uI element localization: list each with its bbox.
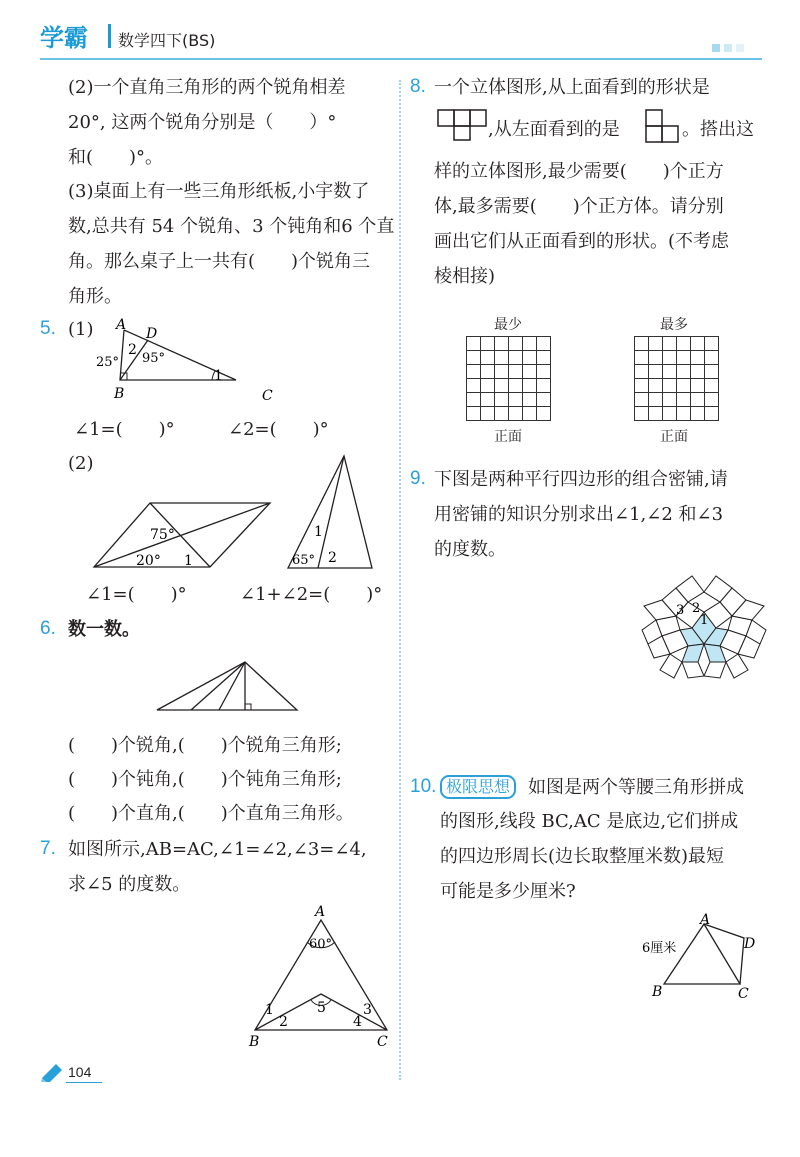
q5-answer-3: ∠1=( )° [86, 584, 187, 605]
grid-cell[interactable] [495, 365, 509, 379]
q10-number: 10. [410, 776, 437, 797]
grid-cell[interactable] [537, 379, 551, 393]
grid-cell[interactable] [663, 379, 677, 393]
q8-line5: 画出它们从正面看到的形状。(不考虑 [434, 231, 730, 252]
angle-2-label: 2 [328, 550, 337, 566]
header-square-2 [724, 44, 732, 52]
grid-cell[interactable] [691, 365, 705, 379]
grid-cell[interactable] [481, 365, 495, 379]
grid-cell[interactable] [495, 337, 509, 351]
q5-figure-2 [90, 495, 275, 575]
grid-cell[interactable] [663, 407, 677, 421]
label-b: B [652, 984, 663, 1000]
angle-1-label: 1 [314, 524, 323, 540]
grid-cell[interactable] [677, 365, 691, 379]
label-c: C [377, 1034, 388, 1050]
grid-cell[interactable] [663, 365, 677, 379]
grid-cell[interactable] [635, 379, 649, 393]
label-a: A [700, 912, 711, 928]
grid-cell[interactable] [537, 337, 551, 351]
q4-2-line3: 和( )°。 [68, 147, 164, 168]
grid-cell[interactable] [705, 351, 719, 365]
grid-cell[interactable] [677, 337, 691, 351]
label-a: A [315, 904, 326, 920]
q6-line3: ( )个直角,( )个直角三角形。 [68, 803, 354, 824]
q10-line2: 的图形,线段 BC,AC 是底边,它们拼成 [440, 811, 739, 832]
grid-cell[interactable] [523, 393, 537, 407]
footer-underline [66, 1082, 102, 1083]
grid-cell[interactable] [663, 393, 677, 407]
label-c: C [738, 986, 749, 1002]
q4-3-line4: 角形。 [68, 286, 122, 307]
angle-75-label: 75° [150, 527, 175, 543]
angle-3-label: 3 [363, 1002, 372, 1018]
q8-line6: 棱相接) [434, 266, 496, 287]
q8-line3: 样的立体图形,最少需要( )个正方 [434, 161, 724, 182]
angle-65-label: 65° [292, 553, 316, 568]
grid-cell[interactable] [635, 351, 649, 365]
q10-line3: 的四边形周长(边长取整厘米数)最短 [440, 846, 725, 867]
grid-cell[interactable] [523, 351, 537, 365]
label-d: D [146, 326, 158, 342]
q9-number: 9. [410, 468, 426, 489]
q4-2-line2: 20°, 这两个锐角分别是（ ）° [68, 112, 337, 133]
grid-cell[interactable] [481, 337, 495, 351]
grid-cell[interactable] [537, 351, 551, 365]
grid-cell[interactable] [509, 365, 523, 379]
grid-cell[interactable] [481, 351, 495, 365]
grid-cell[interactable] [509, 351, 523, 365]
angle-20-label: 20° [136, 553, 161, 569]
pencil-icon [40, 1062, 64, 1082]
grid-front-label-1: 正面 [494, 429, 522, 445]
grid-cell[interactable] [467, 393, 481, 407]
q5-1-label: (1) [68, 319, 94, 340]
grid-cell[interactable] [691, 379, 705, 393]
q5-answer-1: ∠1=( )° [74, 419, 175, 440]
brand-logo: 学霸 [40, 24, 88, 52]
grid-cell[interactable] [705, 407, 719, 421]
grid-cell[interactable] [509, 337, 523, 351]
angle-1-label: 1 [214, 368, 223, 384]
q8-number: 8. [410, 76, 426, 97]
grid-cell[interactable] [635, 407, 649, 421]
label-d: D [744, 936, 756, 952]
grid-cell[interactable] [663, 351, 677, 365]
grid-cell[interactable] [523, 407, 537, 421]
angle-1-label: 1 [265, 1002, 274, 1018]
q9-tessellation-figure [640, 572, 768, 688]
grid-cell[interactable] [649, 407, 663, 421]
grid-cell[interactable] [523, 379, 537, 393]
q7-line1: 如图所示,AB=AC,∠1=∠2,∠3=∠4, [68, 839, 367, 860]
grid-cell[interactable] [523, 337, 537, 351]
q6-figure [155, 658, 300, 714]
grid-cell[interactable] [635, 393, 649, 407]
grid-cell[interactable] [481, 393, 495, 407]
grid-cell[interactable] [481, 407, 495, 421]
grid-cell[interactable] [705, 337, 719, 351]
angle-95-label: 95° [142, 351, 166, 366]
q9-line3: 的度数。 [434, 539, 506, 560]
grid-min-label: 最少 [494, 317, 522, 333]
grid-cell[interactable] [691, 407, 705, 421]
angle-4-label: 4 [353, 1014, 362, 1030]
side-length-label: 6厘米 [642, 941, 677, 956]
label-a: A [116, 318, 127, 333]
grid-cell[interactable] [677, 379, 691, 393]
q10-line4: 可能是多少厘米? [440, 881, 576, 902]
grid-cell[interactable] [509, 379, 523, 393]
logo-divider [108, 24, 111, 48]
q6-line1: ( )个锐角,( )个锐角三角形; [68, 735, 342, 756]
q5-answer-2: ∠2=( )° [228, 419, 329, 440]
angle-1-label: 1 [700, 613, 709, 628]
grid-cell[interactable] [677, 407, 691, 421]
label-b: B [249, 1034, 260, 1050]
angle-2-label: 2 [279, 1014, 288, 1030]
q5-number: 5. [40, 318, 56, 339]
q10-line1: 如图是两个等腰三角形拼成 [528, 777, 744, 798]
label-c: C [262, 388, 273, 404]
grid-cell[interactable] [495, 393, 509, 407]
q6-title: 数一数。 [68, 619, 140, 640]
angle-5-label: 5 [317, 1000, 326, 1016]
q8-line2a: ,从左面看到的是 [488, 119, 620, 140]
angle-60-label: 60° [309, 937, 333, 952]
grid-cell[interactable] [691, 351, 705, 365]
q4-3-line3: 角。那么桌子上一共有( )个锐角三 [68, 251, 371, 272]
grid-cell[interactable] [663, 337, 677, 351]
q5-figure-1 [90, 318, 280, 404]
grid-front-label-2: 正面 [660, 429, 688, 445]
grid-cell[interactable] [467, 365, 481, 379]
q7-figure [245, 900, 395, 1050]
grid-cell[interactable] [705, 393, 719, 407]
grid-cell[interactable] [705, 379, 719, 393]
q6-line2: ( )个钝角,( )个钝角三角形; [68, 769, 342, 790]
grid-cell[interactable] [537, 365, 551, 379]
grid-cell[interactable] [691, 393, 705, 407]
grid-cell[interactable] [495, 351, 509, 365]
column-divider [399, 80, 401, 1080]
grid-cell[interactable] [649, 337, 663, 351]
header-square-3 [736, 44, 744, 52]
grid-cell[interactable] [649, 365, 663, 379]
grid-cell[interactable] [481, 379, 495, 393]
q5-2-label: (2) [68, 453, 94, 474]
top-view-figure [436, 108, 490, 142]
angle-2-label: 2 [692, 601, 701, 616]
grid-cell[interactable] [635, 337, 649, 351]
grid-cell[interactable] [677, 393, 691, 407]
grid-cell[interactable] [467, 351, 481, 365]
q4-3-line2: 数,总共有 54 个锐角、3 个钝角和6 个直 [68, 216, 395, 237]
grid-cell[interactable] [467, 337, 481, 351]
grid-cell[interactable] [649, 351, 663, 365]
grid-max[interactable] [634, 336, 719, 421]
grid-cell[interactable] [691, 337, 705, 351]
q8-line4: 体,最多需要( )个正方体。请分别 [434, 196, 724, 217]
q8-line2b: 。搭出这 [682, 119, 754, 140]
grid-cell[interactable] [495, 379, 509, 393]
grid-cell[interactable] [537, 393, 551, 407]
q4-2-line1: (2)一个直角三角形的两个锐角相差 [68, 77, 346, 98]
q7-number: 7. [40, 838, 56, 859]
q10-thinking-badge: 极限思想 [440, 775, 516, 799]
grid-cell[interactable] [705, 365, 719, 379]
grid-cell[interactable] [467, 407, 481, 421]
grid-cell[interactable] [467, 379, 481, 393]
grid-cell[interactable] [635, 365, 649, 379]
subject-title: 数学四下(BS) [118, 31, 216, 50]
grid-min[interactable] [466, 336, 551, 421]
grid-cell[interactable] [523, 365, 537, 379]
q9-line2: 用密铺的知识分别求出∠1,∠2 和∠3 [434, 504, 724, 525]
angle-25-label: 25° [96, 355, 120, 370]
grid-max-label: 最多 [660, 317, 688, 333]
page-number: 104 [68, 1064, 92, 1080]
q5-answer-4: ∠1+∠2=( )° [240, 584, 383, 605]
q8-line1: 一个立体图形,从上面看到的形状是 [434, 77, 710, 98]
grid-cell[interactable] [509, 407, 523, 421]
grid-cell[interactable] [495, 407, 509, 421]
header-square-1 [712, 44, 720, 52]
angle-1-label: 1 [184, 553, 193, 569]
grid-cell[interactable] [677, 351, 691, 365]
grid-cell[interactable] [509, 393, 523, 407]
angle-2-label: 2 [128, 342, 137, 358]
angle-3-label: 3 [676, 603, 685, 618]
q4-3-line1: (3)桌面上有一些三角形纸板,小宇数了 [68, 181, 370, 202]
q7-line2: 求∠5 的度数。 [68, 874, 191, 895]
left-view-figure [644, 108, 682, 144]
q6-number: 6. [40, 618, 56, 639]
grid-cell[interactable] [649, 393, 663, 407]
q5-figure-3 [280, 452, 380, 574]
grid-cell[interactable] [649, 379, 663, 393]
header-rule [40, 58, 762, 60]
grid-cell[interactable] [537, 407, 551, 421]
label-b: B [114, 386, 125, 402]
q9-line1: 下图是两种平行四边形的组合密铺,请 [434, 469, 728, 490]
q10-figure [640, 912, 770, 1002]
